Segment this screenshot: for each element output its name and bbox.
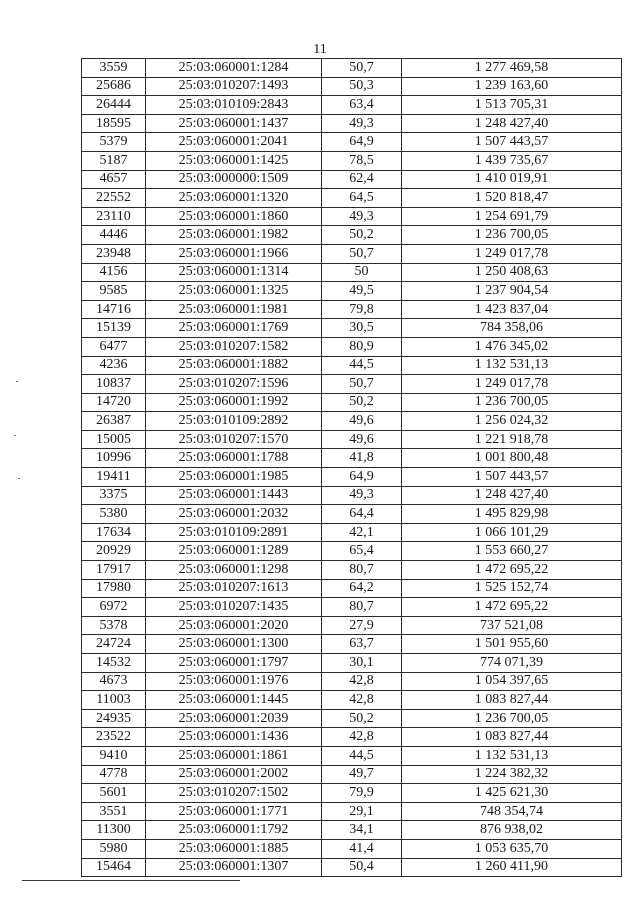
row-number-cell: 9585 [82, 282, 146, 301]
cost-cell: 1 520 818,47 [402, 189, 622, 208]
cadastral-number-cell: 25:03:060001:1792 [146, 821, 322, 840]
property-table-body [82, 59, 622, 877]
cost-cell: 774 071,39 [402, 654, 622, 673]
cost-cell: 1 236 700,05 [402, 393, 622, 412]
cost-cell: 1 224 382,32 [402, 765, 622, 784]
table-row [82, 189, 622, 208]
table-row [82, 114, 622, 133]
cadastral-number-cell: 25:03:060001:1797 [146, 654, 322, 673]
cost-cell: 1 525 152,74 [402, 579, 622, 598]
table-row [82, 654, 622, 673]
row-number-cell: 4778 [82, 765, 146, 784]
table-row [82, 635, 622, 654]
row-number-cell: 17917 [82, 561, 146, 580]
area-cell: 64,2 [322, 579, 402, 598]
area-cell: 50 [322, 263, 402, 282]
area-cell: 64,9 [322, 468, 402, 487]
table-row [82, 449, 622, 468]
cost-cell: 1 513 705,31 [402, 96, 622, 115]
cadastral-number-cell: 25:03:060001:1320 [146, 189, 322, 208]
area-cell: 49,6 [322, 412, 402, 431]
cadastral-number-cell: 25:03:010207:1493 [146, 77, 322, 96]
cadastral-number-cell: 25:03:010109:2892 [146, 412, 322, 431]
cadastral-number-cell: 25:03:060001:1298 [146, 561, 322, 580]
table-row [82, 393, 622, 412]
row-number-cell: 14720 [82, 393, 146, 412]
cost-cell: 1 083 827,44 [402, 691, 622, 710]
table-row [82, 839, 622, 858]
cadastral-number-cell: 25:03:010207:1596 [146, 375, 322, 394]
area-cell: 80,7 [322, 561, 402, 580]
row-number-cell: 15139 [82, 319, 146, 338]
area-cell: 49,5 [322, 282, 402, 301]
table-row [82, 59, 622, 78]
area-cell: 80,9 [322, 337, 402, 356]
row-number-cell: 4446 [82, 226, 146, 245]
area-cell: 30,5 [322, 319, 402, 338]
area-cell: 44,5 [322, 746, 402, 765]
area-cell: 41,8 [322, 449, 402, 468]
row-number-cell: 10837 [82, 375, 146, 394]
row-number-cell: 15464 [82, 858, 146, 877]
cadastral-number-cell: 25:03:060001:1289 [146, 542, 322, 561]
cost-cell: 1 254 691,79 [402, 207, 622, 226]
row-number-cell: 4156 [82, 263, 146, 282]
cadastral-number-cell: 25:03:060001:1860 [146, 207, 322, 226]
area-cell: 64,9 [322, 133, 402, 152]
table-row [82, 598, 622, 617]
cadastral-number-cell: 25:03:060001:1436 [146, 728, 322, 747]
row-number-cell: 25686 [82, 77, 146, 96]
cost-cell: 1 053 635,70 [402, 839, 622, 858]
table-row [82, 356, 622, 375]
cost-cell: 1 239 163,60 [402, 77, 622, 96]
table-row [82, 468, 622, 487]
area-cell: 29,1 [322, 802, 402, 821]
cadastral-number-cell: 25:03:060001:1437 [146, 114, 322, 133]
cadastral-number-cell: 25:03:060001:1882 [146, 356, 322, 375]
cadastral-number-cell: 25:03:010109:2891 [146, 523, 322, 542]
area-cell: 62,4 [322, 170, 402, 189]
row-number-cell: 3559 [82, 59, 146, 78]
cost-cell: 1 248 427,40 [402, 486, 622, 505]
area-cell: 63,7 [322, 635, 402, 654]
area-cell: 50,3 [322, 77, 402, 96]
area-cell: 64,4 [322, 505, 402, 524]
area-cell: 34,1 [322, 821, 402, 840]
table-row [82, 96, 622, 115]
row-number-cell: 20929 [82, 542, 146, 561]
table-row [82, 77, 622, 96]
cadastral-number-cell: 25:03:060001:2020 [146, 616, 322, 635]
row-number-cell: 5378 [82, 616, 146, 635]
table-row [82, 802, 622, 821]
cost-cell: 1 495 829,98 [402, 505, 622, 524]
cadastral-number-cell: 25:03:060001:1985 [146, 468, 322, 487]
area-cell: 30,1 [322, 654, 402, 673]
area-cell: 42,1 [322, 523, 402, 542]
table-row [82, 746, 622, 765]
cost-cell: 1 472 695,22 [402, 561, 622, 580]
table-row [82, 207, 622, 226]
row-number-cell: 18595 [82, 114, 146, 133]
table-row [82, 151, 622, 170]
row-number-cell: 23522 [82, 728, 146, 747]
row-number-cell: 17634 [82, 523, 146, 542]
cost-cell: 1 507 443,57 [402, 133, 622, 152]
scan-speck [14, 435, 16, 436]
table-row [82, 616, 622, 635]
cadastral-number-cell: 25:03:060001:1771 [146, 802, 322, 821]
cadastral-number-cell: 25:03:010207:1582 [146, 337, 322, 356]
area-cell: 42,8 [322, 672, 402, 691]
cadastral-number-cell: 25:03:060001:1982 [146, 226, 322, 245]
cadastral-number-cell: 25:03:060001:1788 [146, 449, 322, 468]
area-cell: 50,2 [322, 709, 402, 728]
area-cell: 49,6 [322, 430, 402, 449]
row-number-cell: 26444 [82, 96, 146, 115]
cadastral-number-cell: 25:03:060001:1325 [146, 282, 322, 301]
scan-speck [18, 478, 20, 479]
cost-cell: 1 249 017,78 [402, 244, 622, 263]
cadastral-number-cell: 25:03:060001:1861 [146, 746, 322, 765]
area-cell: 63,4 [322, 96, 402, 115]
row-number-cell: 14532 [82, 654, 146, 673]
row-number-cell: 9410 [82, 746, 146, 765]
table-row [82, 319, 622, 338]
area-cell: 79,8 [322, 300, 402, 319]
area-cell: 50,7 [322, 244, 402, 263]
cost-cell: 1 083 827,44 [402, 728, 622, 747]
cost-cell: 1 423 837,04 [402, 300, 622, 319]
cadastral-number-cell: 25:03:060001:2002 [146, 765, 322, 784]
area-cell: 49,3 [322, 486, 402, 505]
row-number-cell: 11003 [82, 691, 146, 710]
table-row [82, 337, 622, 356]
table-row [82, 375, 622, 394]
table-row [82, 300, 622, 319]
cadastral-number-cell: 25:03:060001:1992 [146, 393, 322, 412]
cadastral-number-cell: 25:03:010207:1613 [146, 579, 322, 598]
cadastral-number-cell: 25:03:060001:1976 [146, 672, 322, 691]
cadastral-number-cell: 25:03:060001:1300 [146, 635, 322, 654]
cost-cell: 1 501 955,60 [402, 635, 622, 654]
area-cell: 27,9 [322, 616, 402, 635]
table-row [82, 579, 622, 598]
scan-speck [16, 381, 18, 382]
cadastral-number-cell: 25:03:010207:1435 [146, 598, 322, 617]
cost-cell: 1 250 408,63 [402, 263, 622, 282]
table-row [82, 412, 622, 431]
cost-cell: 1 256 024,32 [402, 412, 622, 431]
cost-cell: 1 476 345,02 [402, 337, 622, 356]
row-number-cell: 11300 [82, 821, 146, 840]
cadastral-number-cell: 25:03:060001:1425 [146, 151, 322, 170]
row-number-cell: 4657 [82, 170, 146, 189]
row-number-cell: 3551 [82, 802, 146, 821]
table-row [82, 784, 622, 803]
area-cell: 42,8 [322, 728, 402, 747]
row-number-cell: 22552 [82, 189, 146, 208]
row-number-cell: 23948 [82, 244, 146, 263]
area-cell: 41,4 [322, 839, 402, 858]
table-row [82, 244, 622, 263]
area-cell: 42,8 [322, 691, 402, 710]
cost-cell: 1 425 621,30 [402, 784, 622, 803]
area-cell: 50,4 [322, 858, 402, 877]
area-cell: 79,9 [322, 784, 402, 803]
area-cell: 65,4 [322, 542, 402, 561]
table-row [82, 133, 622, 152]
cost-cell: 1 248 427,40 [402, 114, 622, 133]
cadastral-number-cell: 25:03:060001:1443 [146, 486, 322, 505]
cost-cell: 1 132 531,13 [402, 746, 622, 765]
area-cell: 49,3 [322, 207, 402, 226]
row-number-cell: 10996 [82, 449, 146, 468]
area-cell: 44,5 [322, 356, 402, 375]
table-row [82, 728, 622, 747]
cost-cell: 1 472 695,22 [402, 598, 622, 617]
table-row [82, 282, 622, 301]
cost-cell: 1 410 019,91 [402, 170, 622, 189]
cost-cell: 1 277 469,58 [402, 59, 622, 78]
area-cell: 50,7 [322, 375, 402, 394]
cadastral-number-cell: 25:03:060001:1445 [146, 691, 322, 710]
cost-cell: 1 066 101,29 [402, 523, 622, 542]
cost-cell: 1 001 800,48 [402, 449, 622, 468]
table-row [82, 691, 622, 710]
row-number-cell: 26387 [82, 412, 146, 431]
row-number-cell: 5980 [82, 839, 146, 858]
row-number-cell: 4236 [82, 356, 146, 375]
cost-cell: 1 054 397,65 [402, 672, 622, 691]
row-number-cell: 5601 [82, 784, 146, 803]
cost-cell: 1 236 700,05 [402, 709, 622, 728]
row-number-cell: 6972 [82, 598, 146, 617]
area-cell: 50,7 [322, 59, 402, 78]
cost-cell: 1 507 443,57 [402, 468, 622, 487]
cadastral-number-cell: 25:03:010207:1570 [146, 430, 322, 449]
cadastral-number-cell: 25:03:060001:2032 [146, 505, 322, 524]
area-cell: 64,5 [322, 189, 402, 208]
row-number-cell: 3375 [82, 486, 146, 505]
page-number: 11 [313, 42, 327, 57]
row-number-cell: 23110 [82, 207, 146, 226]
row-number-cell: 15005 [82, 430, 146, 449]
cadastral-number-cell: 25:03:060001:2039 [146, 709, 322, 728]
row-number-cell: 6477 [82, 337, 146, 356]
table-row [82, 486, 622, 505]
cadastral-number-cell: 25:03:060001:1307 [146, 858, 322, 877]
footnote-separator [22, 880, 240, 881]
table-row [82, 561, 622, 580]
row-number-cell: 17980 [82, 579, 146, 598]
cost-cell: 737 521,08 [402, 616, 622, 635]
cost-cell: 748 354,74 [402, 802, 622, 821]
table-row [82, 523, 622, 542]
cadastral-number-cell: 25:03:010207:1502 [146, 784, 322, 803]
table-row [82, 430, 622, 449]
cost-cell: 784 358,06 [402, 319, 622, 338]
row-number-cell: 5187 [82, 151, 146, 170]
table-row [82, 709, 622, 728]
cadastral-number-cell: 25:03:010109:2843 [146, 96, 322, 115]
area-cell: 80,7 [322, 598, 402, 617]
row-number-cell: 19411 [82, 468, 146, 487]
area-cell: 49,7 [322, 765, 402, 784]
cadastral-number-cell: 25:03:060001:1314 [146, 263, 322, 282]
row-number-cell: 14716 [82, 300, 146, 319]
cadastral-number-cell: 25:03:000000:1509 [146, 170, 322, 189]
table-row [82, 226, 622, 245]
cadastral-number-cell: 25:03:060001:1284 [146, 59, 322, 78]
cost-cell: 1 236 700,05 [402, 226, 622, 245]
table-row [82, 505, 622, 524]
cadastral-number-cell: 25:03:060001:1966 [146, 244, 322, 263]
cost-cell: 1 260 411,90 [402, 858, 622, 877]
cost-cell: 1 132 531,13 [402, 356, 622, 375]
table-row [82, 821, 622, 840]
area-cell: 50,2 [322, 393, 402, 412]
cadastral-number-cell: 25:03:060001:1981 [146, 300, 322, 319]
cadastral-number-cell: 25:03:060001:1769 [146, 319, 322, 338]
cadastral-number-cell: 25:03:060001:1885 [146, 839, 322, 858]
cadastral-number-cell: 25:03:060001:2041 [146, 133, 322, 152]
cost-cell: 1 439 735,67 [402, 151, 622, 170]
row-number-cell: 5380 [82, 505, 146, 524]
area-cell: 78,5 [322, 151, 402, 170]
table-row [82, 542, 622, 561]
row-number-cell: 5379 [82, 133, 146, 152]
area-cell: 50,2 [322, 226, 402, 245]
property-table [81, 58, 622, 877]
table-row [82, 672, 622, 691]
row-number-cell: 24724 [82, 635, 146, 654]
table-row [82, 858, 622, 877]
cost-cell: 1 221 918,78 [402, 430, 622, 449]
table-row [82, 263, 622, 282]
cost-cell: 1 249 017,78 [402, 375, 622, 394]
cost-cell: 876 938,02 [402, 821, 622, 840]
table-row [82, 170, 622, 189]
table-row [82, 765, 622, 784]
area-cell: 49,3 [322, 114, 402, 133]
cost-cell: 1 553 660,27 [402, 542, 622, 561]
row-number-cell: 24935 [82, 709, 146, 728]
row-number-cell: 4673 [82, 672, 146, 691]
cost-cell: 1 237 904,54 [402, 282, 622, 301]
